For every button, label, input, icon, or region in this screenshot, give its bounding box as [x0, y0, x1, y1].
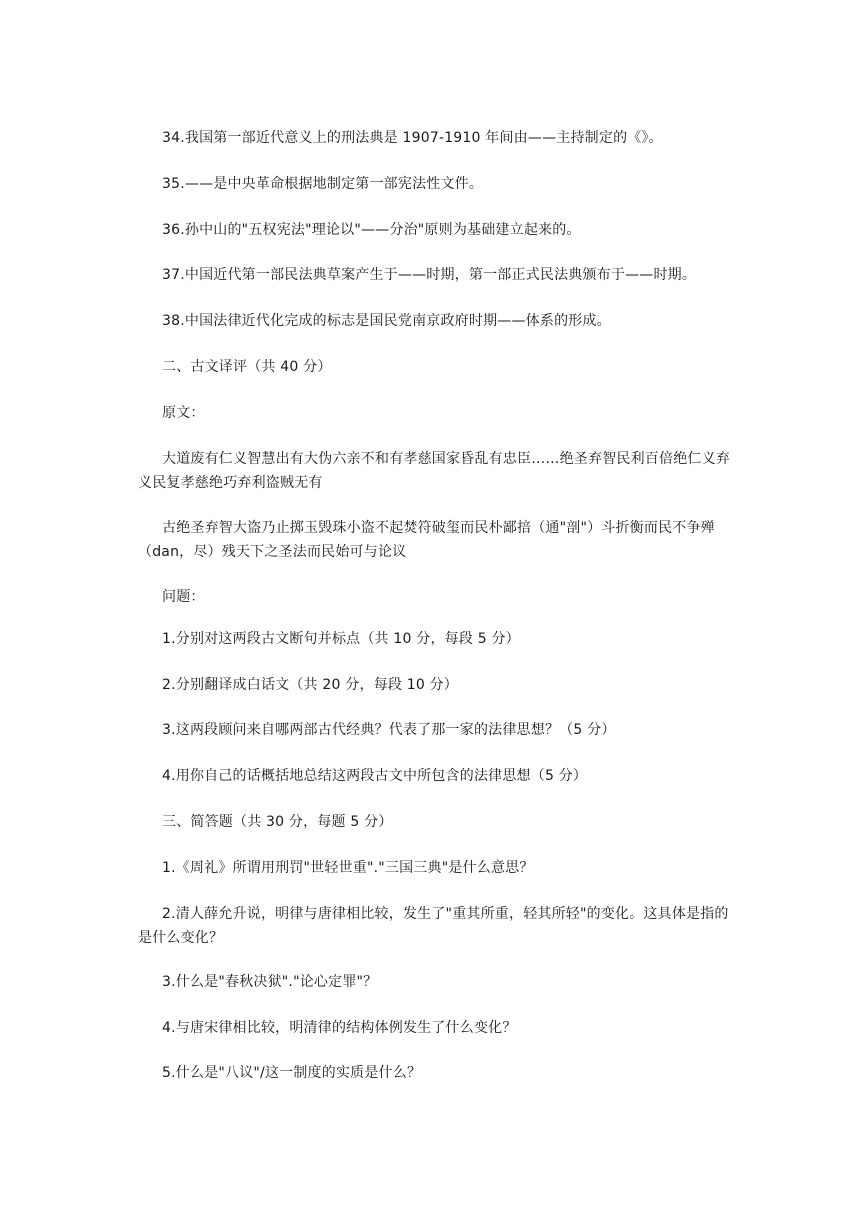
- section2-heading: 二、古文译评（共 40 分）: [162, 359, 332, 375]
- short-answer-1: 1.《周礼》所谓用刑罚"世轻世重"."三国三典"是什么意思？: [162, 860, 534, 876]
- question-35: 35.——是中央革命根据地制定第一部宪法性文件。: [162, 176, 484, 192]
- source-label: 原文：: [162, 405, 205, 421]
- short-answer-3: 3.什么是"春秋决狱"."论心定罪"？: [162, 974, 378, 990]
- question-38: 38.中国法律近代化完成的标志是国民党南京政府时期——体系的形成。: [162, 313, 611, 329]
- questions-label: 问题：: [162, 589, 205, 605]
- translation-question-2: 2.分别翻译成白话文（共 20 分，每段 10 分）: [162, 677, 458, 693]
- section3-heading: 三、简答题（共 30 分，每题 5 分）: [162, 814, 393, 830]
- classical-passage-1: 大道废有仁义智慧出有大伪六亲不和有孝慈国家昏乱有忠臣……绝圣弃智民利百倍绝仁义弃义民复孝慈绝巧弃利盗贼无有: [138, 451, 730, 491]
- short-answer-4: 4.与唐宋律相比较，明清律的结构体例发生了什么变化？: [162, 1020, 517, 1036]
- question-37: 37.中国近代第一部民法典草案产生于——时期，第一部正式民法典颁布于——时期。: [162, 267, 697, 283]
- translation-question-4: 4.用你自己的话概括地总结这两段古文中所包含的法律思想（5 分）: [162, 768, 588, 784]
- translation-question-1: 1.分别对这两段古文断句并标点（共 10 分，每段 5 分）: [162, 631, 520, 647]
- short-answer-2: 2.清人薛允升说，明律与唐律相比较，发生了"重其所重，轻其所轻"的变化。这具体是指的是什么变化？: [138, 906, 729, 946]
- translation-question-3: 3.这两段顾问来自哪两部古代经典？代表了那一家的法律思想？（5 分）: [162, 722, 616, 738]
- short-answer-5: 5.什么是"八议"/这一制度的实质是什么？: [162, 1065, 422, 1081]
- question-34: 34.我国第一部近代意义上的刑法典是 1907-1910 年间由——主持制定的《》。: [162, 130, 663, 146]
- classical-passage-2: 古绝圣弃智大盗乃止掷玉毁珠小盗不起焚符破玺而民朴鄙掊（通"剖"）斗折衡而民不争殚（dan，尽）残天下之圣法而民始可与论议: [138, 520, 715, 560]
- question-36: 36.孙中山的"五权宪法"理论以"——分治"原则为基础建立起来的。: [162, 222, 581, 238]
